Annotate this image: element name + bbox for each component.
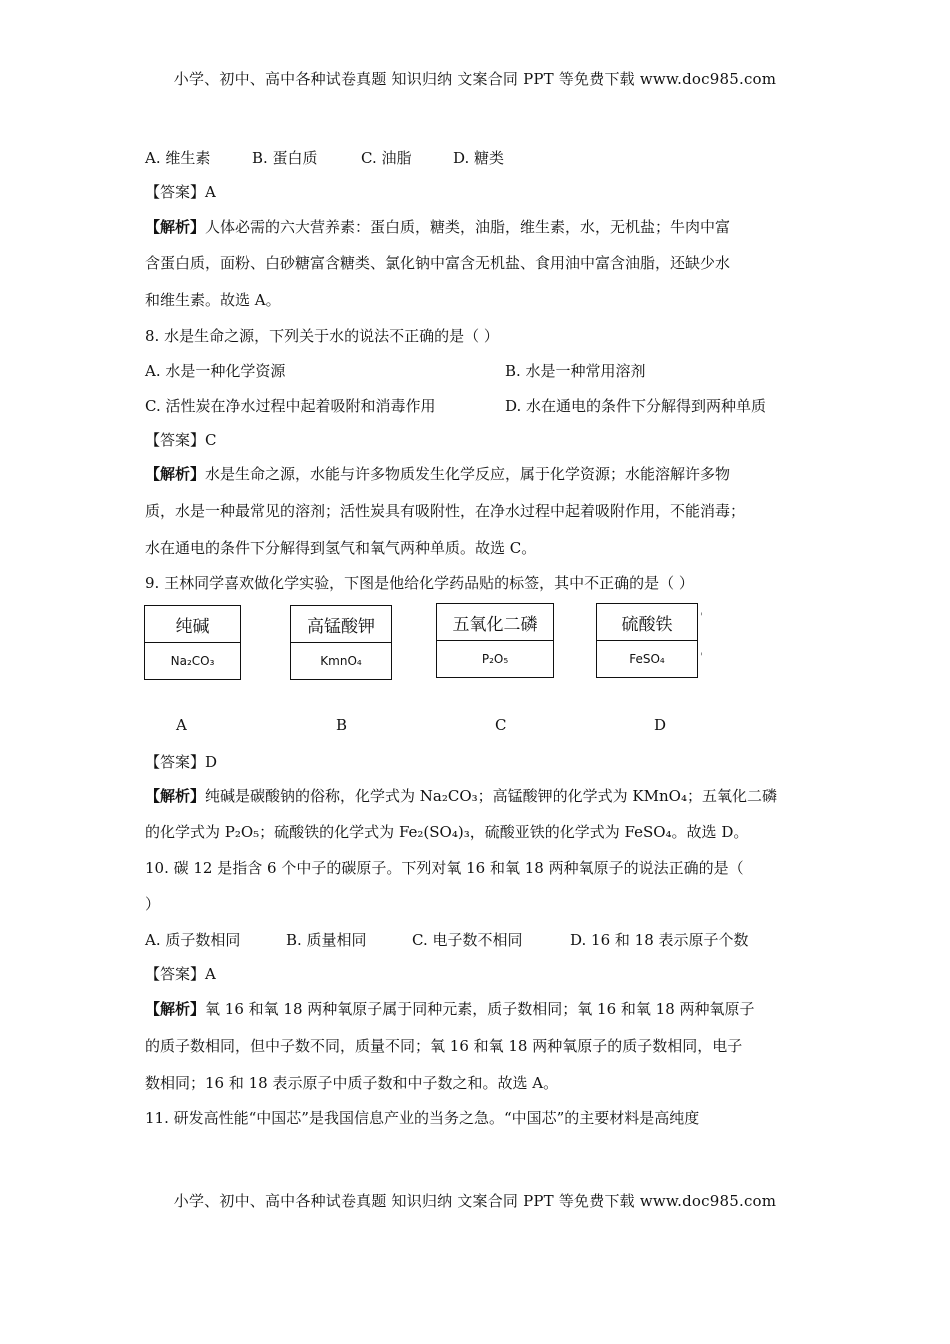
analysis-tag: 【解析】: [145, 787, 206, 805]
q7-option-b: B. 蛋白质: [252, 149, 318, 167]
q9-analysis-line-1: [145, 785, 777, 806]
analysis-tag: 【解析】: [145, 1000, 206, 1018]
q7-analysis-line-2: 含蛋白质，面粉、白砂糖富含糖类、氯化钠中富含无机盐、食用油中富含油脂，还缺少水: [145, 254, 731, 272]
q10-option-c: C. 电子数不相同: [412, 931, 523, 949]
q10-analysis-line-2: 的质子数相同，但中子数不同，质量不同；氧 16 和氧 18 两种氧原子的质子数相同，电子: [145, 1037, 743, 1055]
analysis-text: 纯碱是碳酸钠的俗称，化学式为 Na₂CO₃；高锰酸钾的化学式为 KMnO₄；五氧化二磷: [205, 787, 777, 805]
q9-stem: 9. 王林同学喜欢做化学实验，下图是他给化学药品贴的标签，其中不正确的是（ ）: [145, 574, 694, 592]
q7-answer: 【答案】A: [145, 183, 216, 201]
q8-analysis-line-3: 水在通电的条件下分解得到氢气和氧气两种单质。故选 C。: [145, 539, 537, 557]
q8-analysis-line-1: [145, 463, 730, 484]
q8-stem: 8. 水是生命之源，下列关于水的说法不正确的是（ ）: [145, 327, 499, 345]
label-name: 五氧化二磷: [437, 604, 553, 641]
label-formula: FeSO₄: [629, 652, 665, 666]
q7-option-a: A. 维生素: [145, 149, 211, 167]
q8-analysis-line-2: 质，水是一种最常见的溶剂；活性炭具有吸附性，在净水过程中起着吸附作用，不能消毒；: [145, 502, 746, 520]
analysis-text: 水是生命之源，水能与许多物质发生化学反应，属于化学资源；水能溶解许多物: [205, 465, 731, 483]
q8-option-b: B. 水是一种常用溶剂: [505, 362, 646, 380]
label-name: 硫酸铁: [597, 604, 697, 641]
q10-answer: 【答案】A: [145, 965, 216, 983]
q7-analysis-line-3: 和维生素。故选 A。: [145, 291, 281, 309]
q8-option-d: D. 水在通电的条件下分解得到两种单质: [505, 397, 767, 415]
analysis-text: 氧 16 和氧 18 两种氧原子属于同种元素，质子数相同；氧 16 和氧 18 两种氧原子: [205, 1000, 755, 1018]
page-footer: 小学、初中、高中各种试卷真题 知识归纳 文案合同 PPT 等免费下载 www.doc985.com: [173, 1192, 777, 1210]
q10-option-b: B. 质量相同: [286, 931, 367, 949]
q8-option-a: A. 水是一种化学资源: [145, 362, 286, 380]
analysis-tag: 【解析】: [145, 465, 206, 483]
label-formula: Na₂CO₃: [170, 654, 215, 668]
q8-option-c: C. 活性炭在净水过程中起着吸附和消毒作用: [145, 397, 436, 415]
label-letter-d: D: [654, 716, 667, 734]
q10-analysis-line-1: [145, 998, 755, 1019]
q10-analysis-line-3: 数相同；16 和 18 表示原子中质子数和中子数之和。故选 A。: [145, 1074, 559, 1092]
q7-analysis-line-1: [145, 216, 730, 237]
label-formula: P₂O₅: [481, 652, 509, 666]
q10-stem-line-2: ）: [145, 895, 161, 913]
analysis-text: 人体必需的六大营养素：蛋白质，糖类，油脂，维生素，水，无机盐；牛肉中富: [205, 218, 731, 236]
q7-option-c: C. 油脂: [361, 149, 412, 167]
q9-answer: 【答案】D: [145, 753, 218, 771]
scan-mark: ': [700, 612, 703, 623]
label-name: 高锰酸钾: [291, 606, 391, 643]
q10-option-d: D. 16 和 18 表示原子个数: [570, 931, 749, 949]
page-header: 小学、初中、高中各种试卷真题 知识归纳 文案合同 PPT 等免费下载 www.doc985.com: [173, 70, 777, 88]
q10-stem-line-1: 10. 碳 12 是指含 6 个中子的碳原子。下列对氧 16 和氧 18 两种氧原子的说法正确的是（: [145, 859, 744, 877]
chemical-label-c: [436, 603, 554, 678]
label-letter-b: B: [336, 716, 348, 734]
label-formula: KmnO₄: [320, 654, 362, 668]
label-letter-c: C: [495, 716, 507, 734]
q11-stem: 11. 研发高性能“中国芯”是我国信息产业的当务之急。“中国芯”的主要材料是高纯度: [145, 1109, 700, 1127]
q7-option-d: D. 糖类: [453, 149, 505, 167]
label-name: 纯碱: [145, 606, 240, 643]
analysis-tag: 【解析】: [145, 218, 206, 236]
chemical-label-d: [596, 603, 698, 678]
q9-analysis-line-2: 的化学式为 P₂O₅；硫酸铁的化学式为 Fe₂(SO₄)₃，硫酸亚铁的化学式为 FeSO₄。故选 D。: [145, 823, 749, 841]
chemical-label-b: [290, 605, 392, 680]
q8-answer: 【答案】C: [145, 431, 217, 449]
label-letter-a: A: [176, 716, 187, 734]
chemical-label-a: [144, 605, 241, 680]
scan-mark: ': [700, 652, 703, 663]
q10-option-a: A. 质子数相同: [145, 931, 241, 949]
